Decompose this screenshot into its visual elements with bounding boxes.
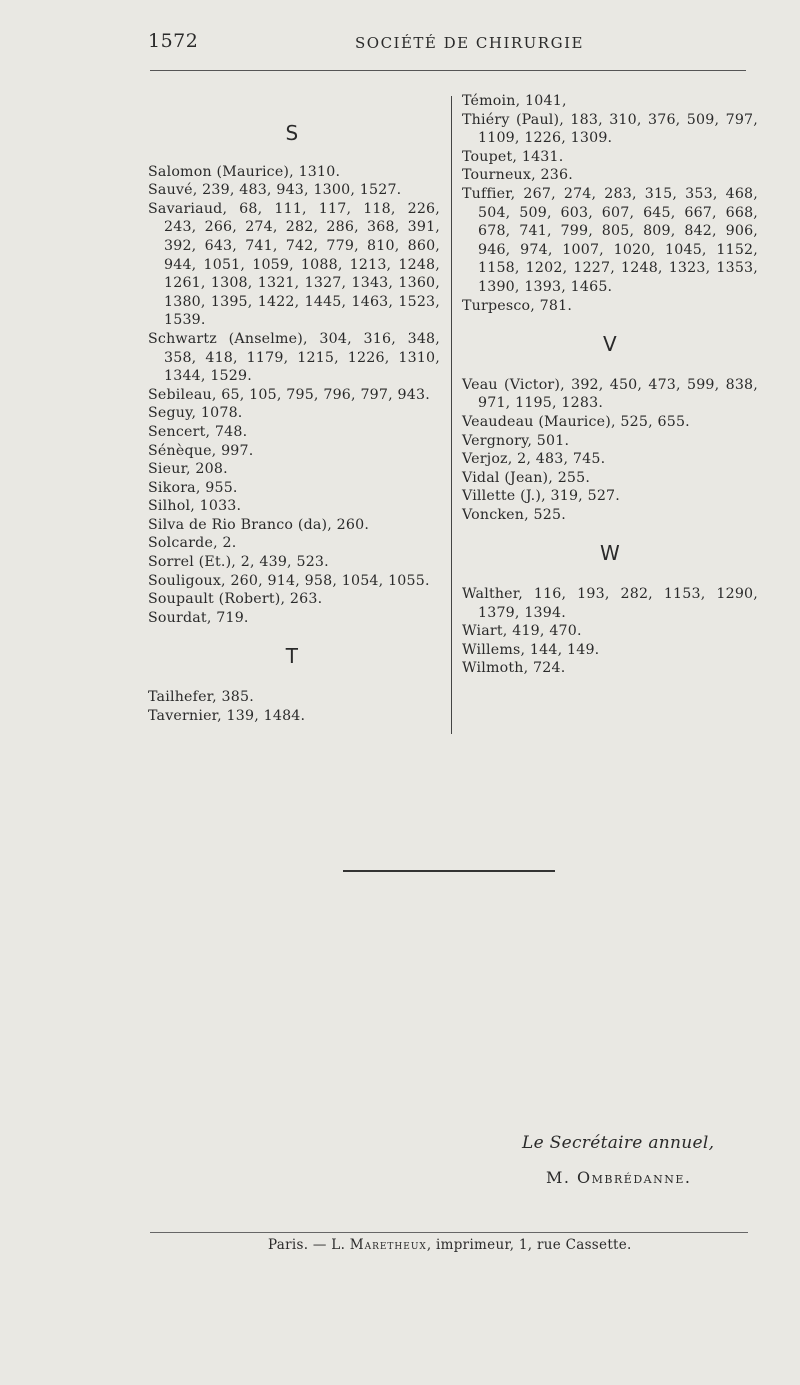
footer-rule bbox=[150, 1232, 748, 1233]
index-entry: Schwartz (Anselme), 304, 316, 348, 358, 418, 1179, 1215, 1226, 1310, 1344, 1529. bbox=[148, 330, 440, 385]
section-letter-w: W bbox=[600, 541, 620, 566]
footer-prefix: Paris. — L. bbox=[268, 1237, 346, 1253]
index-entry: Villette (J.), 319, 527. bbox=[462, 488, 620, 505]
index-entry: Willems, 144, 149. bbox=[462, 641, 600, 658]
index-entry: Thiéry (Paul), 183, 310, 376, 509, 797, 1109, 1226, 1309. bbox=[462, 111, 758, 147]
index-entry: Verjoz, 2, 483, 745. bbox=[462, 451, 606, 468]
index-entry: Seguy, 1078. bbox=[148, 405, 243, 422]
footer-printer: Maretheux bbox=[349, 1237, 427, 1253]
index-entry: Silva de Rio Branco (da), 260. bbox=[148, 516, 370, 533]
index-entry: Savariaud, 68, 111, 117, 118, 226, 243, 266, 274, 282, 286, 368, 391, 392, 643, 741, 742, 779, 810, 860, 944, 1051, 1059, 1088, 1213, 1248, 1261, 1308, 1321, 1327, 1343, 1360, 1380, 1395, 1422, 1445, 1463, 1523, 1539. bbox=[148, 200, 440, 329]
running-title: SOCIÉTÉ DE CHIRURGIE bbox=[355, 34, 584, 52]
index-entry: Sénèque, 997. bbox=[148, 442, 254, 459]
right-column bbox=[462, 92, 758, 678]
section-letter-t: T bbox=[285, 644, 299, 669]
index-entry: Sauvé, 239, 483, 943, 1300, 1527. bbox=[148, 182, 402, 199]
index-entry: Tavernier, 139, 1484. bbox=[148, 707, 306, 724]
closing-rule bbox=[343, 870, 555, 872]
index-entry: Salomon (Maurice), 1310. bbox=[148, 163, 341, 180]
left-column bbox=[148, 121, 440, 725]
index-entry: Voncken, 525. bbox=[462, 506, 566, 523]
index-entry: Témoin, 1041, bbox=[462, 93, 567, 109]
header-rule bbox=[150, 70, 746, 71]
column-divider bbox=[451, 96, 452, 734]
index-entry: Wilmoth, 724. bbox=[462, 660, 566, 677]
index-entry: Sencert, 748. bbox=[148, 423, 248, 440]
index-entry: Wiart, 419, 470. bbox=[462, 623, 582, 640]
printer-footer bbox=[268, 1237, 632, 1253]
index-entry: Sieur, 208. bbox=[148, 461, 228, 478]
index-entry: Soupault (Robert), 263. bbox=[148, 591, 323, 608]
footer-suffix: , imprimeur, 1, rue Cassette. bbox=[426, 1237, 632, 1253]
index-entry: Solcarde, 2. bbox=[148, 535, 237, 552]
index-entry: Veau (Victor), 392, 450, 473, 599, 838, 971, 1195, 1283. bbox=[462, 376, 758, 412]
index-entry: Walther, 116, 193, 282, 1153, 1290, 1379, 1394. bbox=[462, 586, 758, 621]
index-entry: Silhol, 1033. bbox=[148, 498, 242, 515]
index-entry: Veaudeau (Maurice), 525, 655. bbox=[462, 413, 690, 430]
index-entry: Tuffier, 267, 274, 283, 315, 353, 468, 504, 509, 603, 607, 645, 667, 668, 678, 741, 799, 805, 809, 842, 906, 946, 974, 1007, 1020, 1045, 1152, 1158, 1202, 1227, 1248, 1323, 1353, 1390, 1393, 1465. bbox=[462, 185, 758, 295]
index-entry: Sorrel (Et.), 2, 439, 523. bbox=[148, 554, 329, 571]
section-letter-s: S bbox=[285, 121, 299, 145]
index-entry: Turpesco, 781. bbox=[462, 297, 573, 314]
index-entry: Vidal (Jean), 255. bbox=[462, 469, 591, 486]
signature-role: Le Secrétaire annuel, bbox=[522, 1133, 715, 1153]
index-entry: Vergnory, 501. bbox=[462, 432, 570, 449]
page-number: 1572 bbox=[148, 30, 199, 52]
index-entry: Souligoux, 260, 914, 958, 1054, 1055. bbox=[148, 572, 430, 589]
index-entry: Sourdat, 719. bbox=[148, 609, 249, 626]
signature-name: M. Ombrédanne. bbox=[546, 1168, 692, 1187]
index-entry: Sikora, 955. bbox=[148, 479, 238, 496]
section-letter-v: V bbox=[603, 332, 617, 357]
index-entry: Sebileau, 65, 105, 795, 796, 797, 943. bbox=[148, 386, 430, 403]
index-entry: Tailhefer, 385. bbox=[148, 689, 254, 706]
index-entry: Toupet, 1431. bbox=[462, 148, 564, 165]
index-entry: Tourneux, 236. bbox=[462, 167, 573, 184]
